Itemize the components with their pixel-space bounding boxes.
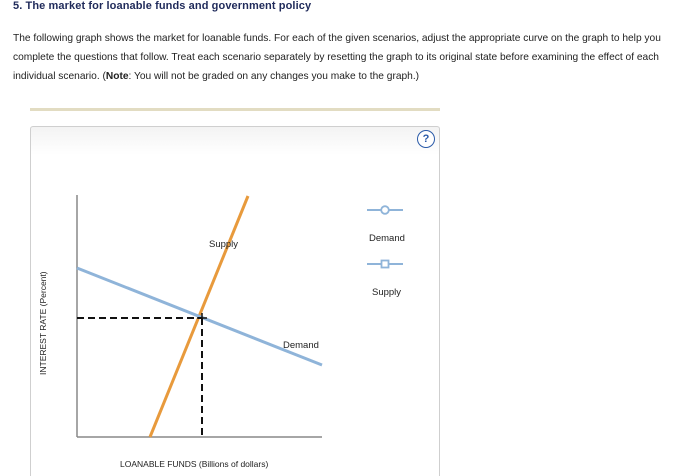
instructions-note-text: : You will not be graded on any changes you make to the graph.) <box>128 71 420 82</box>
x-axis-label: LOANABLE FUNDS (Billions of dollars) <box>120 459 269 469</box>
help-icon[interactable]: ? <box>417 130 435 148</box>
demand-curve-label: Demand <box>283 340 319 351</box>
legend-supply-label: Supply <box>372 287 402 298</box>
question-title: 5. The market for loanable funds and government policy <box>13 0 312 12</box>
note-label: Note <box>105 71 129 82</box>
instructions-text: The following graph shows the market for loanable funds. For each of the given scenarios, adjust the appropriate curve on the graph to help you complete the questions that follow. Treat each scenario separately by resetting the graph to its original state before examining the effect of each individual scenario. ( <box>13 33 661 82</box>
legend-demand-label: Demand <box>369 233 405 244</box>
y-axis-label: INTEREST RATE (Percent) <box>38 271 48 375</box>
circle-icon[interactable] <box>381 206 389 214</box>
supply-curve-label: Supply <box>209 239 239 250</box>
square-icon[interactable] <box>382 261 389 268</box>
